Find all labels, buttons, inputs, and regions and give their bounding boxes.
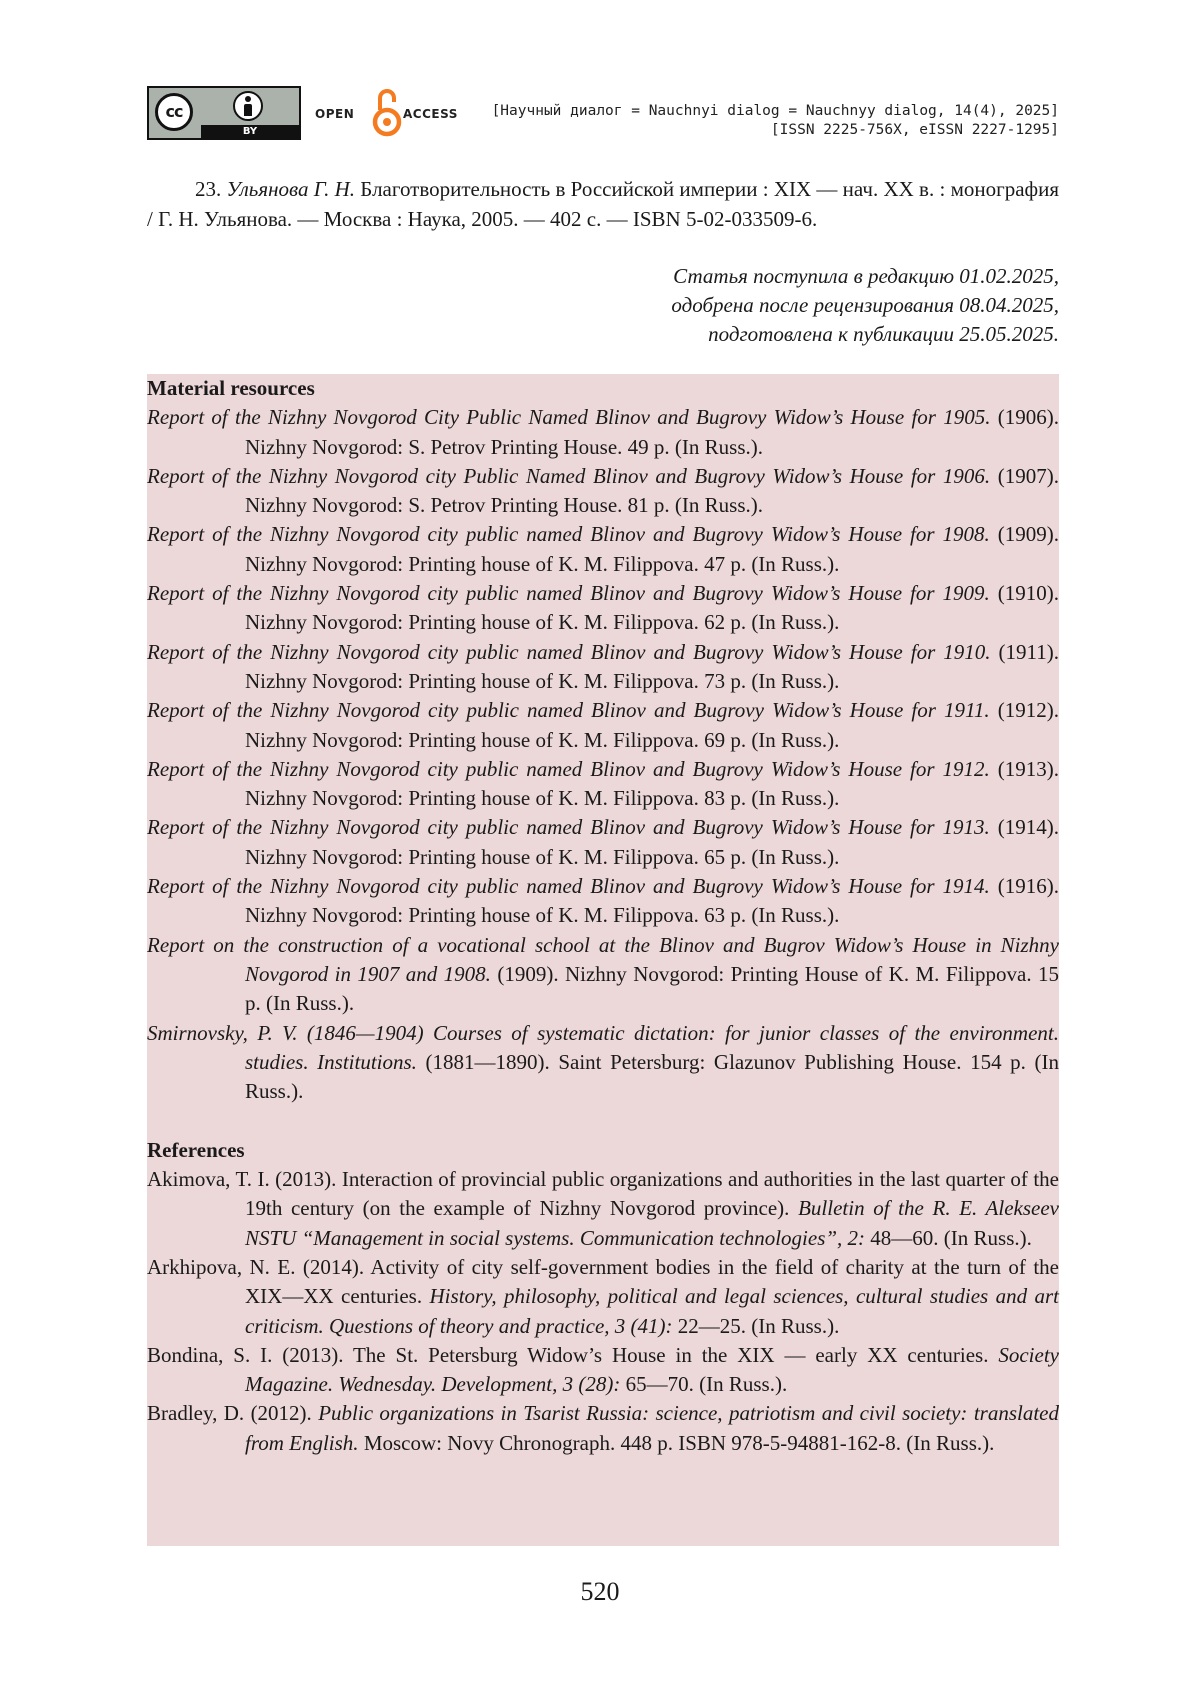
entry-title: Report of the Nizhny Novgorod city public named Blinov and Bugrovy Widow’s House for 1910. (147, 639, 991, 664)
material-resources-heading: Material resources (147, 376, 315, 400)
material-resource-entry (147, 638, 1059, 697)
reference-author-title: Akimova, T. I. (2013). Interaction of provincial public organizations and authorities in the last quarter of the 19th century (on the example of Nizhny Novgorod province). (147, 1167, 1059, 1221)
material-resource-entry (147, 755, 1059, 814)
reference-source: Society Magazine. Wednesday. Development, 3 (28): (245, 1342, 1059, 1397)
reference-source: History, philosophy, political and legal sciences, cultural studies and art criticism. Questions of theory and practice, 3 (41): (245, 1284, 1059, 1338)
page-number: 520 (580, 1577, 620, 1606)
entry-title: Report of the Nizhny Novgorod city public named Blinov and Bugrovy Widow’s House for 1914. (147, 874, 990, 899)
entry-details: (1910). Nizhny Novgorod: Printing house of K. M. Filippova. 62 p. (In Russ.). (245, 581, 1059, 635)
material-resource-entry (147, 579, 1059, 638)
entry-title: Report of the Nizhny Novgorod City Public Named Blinov and Bugrovy Widow’s House for 1905. (147, 405, 991, 430)
date-prepared: подготовлена к публикации 25.05.2025. (708, 322, 1059, 346)
journal-citation: [Научный диалог = Nauchnyi dialog = Nauchnyy dialog, 14(4), 2025] (491, 103, 1059, 119)
cc-icon: cc (155, 93, 193, 131)
english-bibliography-block (147, 374, 1059, 1546)
material-resource-entry (147, 813, 1059, 872)
journal-info (492, 102, 1059, 140)
material-resource-entry (147, 696, 1059, 755)
entry-title: Report of the Nizhny Novgorod city public named Blinov and Bugrovy Widow’s House for 1913. (147, 815, 990, 840)
entry-title: Report of the Nizhny Novgorod city public named Blinov and Bugrovy Widow’s House for 1909. (147, 581, 990, 606)
entry-title: Report of the Nizhny Novgorod city public named Blinov and Bugrovy Widow’s House for 1908. (147, 522, 990, 547)
date-received: Статья поступила в редакцию 01.02.2025, (673, 264, 1059, 288)
entry-details: (1916). Nizhny Novgorod: Printing house of K. M. Filippova. 63 p. (In Russ.). (245, 874, 1059, 928)
reference-pages: Moscow: Novy Chronograph. 448 p. ISBN 978-5-94881-162-8. (In Russ.). (358, 1430, 995, 1455)
material-resource-entry (147, 403, 1059, 462)
reference-pages: 65—70. (In Russ.). (620, 1372, 788, 1397)
reference-number: 23. (195, 177, 222, 201)
reference-title: Благотворительность в Российской империи : XIX — нач. XX в. : (360, 177, 946, 201)
reference-entry (147, 1341, 1059, 1400)
material-resource-entry (147, 931, 1059, 1019)
entry-details: (1909). Nizhny Novgorod: Printing house of K. M. Filippova. 47 p. (In Russ.). (245, 522, 1059, 576)
journal-issn: [ISSN 2225-756X, eISSN 2227-1295] (770, 122, 1059, 138)
by-person-icon (233, 91, 263, 121)
reference-source: Bulletin of the R. E. Alekseev NSTU “Management in social systems. Communication technologies”, 2: (245, 1196, 1059, 1250)
entry-title: Report of the Nizhny Novgorod city public named Blinov and Bugrovy Widow’s House for 1911. (147, 698, 990, 723)
material-resource-entry (147, 462, 1059, 521)
entry-details: (1906). Nizhny Novgorod: S. Petrov Printing House. 49 p. (In Russ.). (245, 405, 1059, 459)
reference-author-title: Bondina, S. I. (2013). The St. Petersburg Widow’s House in the XIX — early XX centuries. (147, 1342, 999, 1367)
reference-entry (147, 1399, 1059, 1458)
entry-title: Smirnovsky, P. V. (1846—1904) Courses of systematic dictation: for junior classes of the environment. studies. Institutions. (147, 1020, 1059, 1074)
date-approved: одобрена после рецензирования 08.04.2025, (671, 293, 1059, 317)
cc-by-license-badge[interactable] (147, 86, 301, 140)
reference-author-title: Bradley, D. (2012). (147, 1401, 319, 1426)
reference-pages: 22—25. (In Russ.). (672, 1313, 840, 1338)
entry-title: Report of the Nizhny Novgorod city Public Named Blinov and Bugrovy Widow’s House for 1906. (147, 463, 991, 488)
open-label: OPEN (315, 107, 355, 121)
page-header (147, 86, 1059, 142)
reference-pages: 48—60. (In Russ.). (865, 1225, 1032, 1250)
entry-title: Report of the Nizhny Novgorod city public named Blinov and Bugrovy Widow’s House for 1912. (147, 756, 990, 781)
material-resources-list (147, 403, 1059, 1106)
reference-author-title: Arkhipova, N. E. (2014). Activity of city self-government bodies in the field of charity at the turn of the XIX—XX centuries. (147, 1254, 1059, 1309)
article-dates (671, 262, 1059, 349)
entry-details: (1912). Nizhny Novgorod: Printing house of K. M. Filippova. 69 p. (In Russ.). (245, 698, 1059, 752)
open-lock-icon (372, 86, 402, 140)
material-resource-entry (147, 872, 1059, 931)
open-access-logo[interactable] (315, 86, 465, 140)
material-resource-entry (147, 520, 1059, 579)
entry-details: (1907). Nizhny Novgorod: S. Petrov Printing House. 81 p. (In Russ.). (245, 463, 1059, 518)
entry-title: Report on the construction of a vocational school at the Blinov and Bugrov Widow’s House in Nizhny Novgorod in 1907 and 1908. (147, 932, 1059, 986)
reference-23 (147, 174, 1059, 234)
entry-details: (1881—1890). Saint Petersburg: Glazunov Publishing House. 154 p. (In Russ.). (245, 1049, 1059, 1104)
reference-publisher: монография / Г. Н. Ульянова. — Москва : Наука, 2005. — 402 с. — ISBN 5-02-033509-6. (147, 177, 1060, 231)
material-resource-entry (147, 1019, 1059, 1107)
references-heading: References (147, 1137, 245, 1162)
access-label: ACCESS (403, 107, 458, 121)
reference-source: Public organizations in Tsarist Russia: science, patriotism and civil society: translated from English. (245, 1401, 1059, 1455)
entry-details: (1913). Nizhny Novgorod: Printing house of K. M. Filippova. 83 p. (In Russ.). (245, 756, 1059, 811)
entry-details: (1911). Nizhny Novgorod: Printing house of K. M. Filippova. 73 p. (In Russ.). (245, 639, 1059, 693)
reference-entry (147, 1253, 1059, 1341)
reference-author: Ульянова Г. Н. (226, 177, 356, 201)
reference-entry (147, 1165, 1059, 1253)
entry-details: (1909). Nizhny Novgorod: Printing House of K. M. Filippova. 15 p. (In Russ.). (245, 961, 1059, 1016)
references-list (147, 1165, 1059, 1458)
by-label: BY (201, 125, 299, 138)
entry-details: (1914). Nizhny Novgorod: Printing house of K. M. Filippova. 65 p. (In Russ.). (245, 815, 1059, 869)
